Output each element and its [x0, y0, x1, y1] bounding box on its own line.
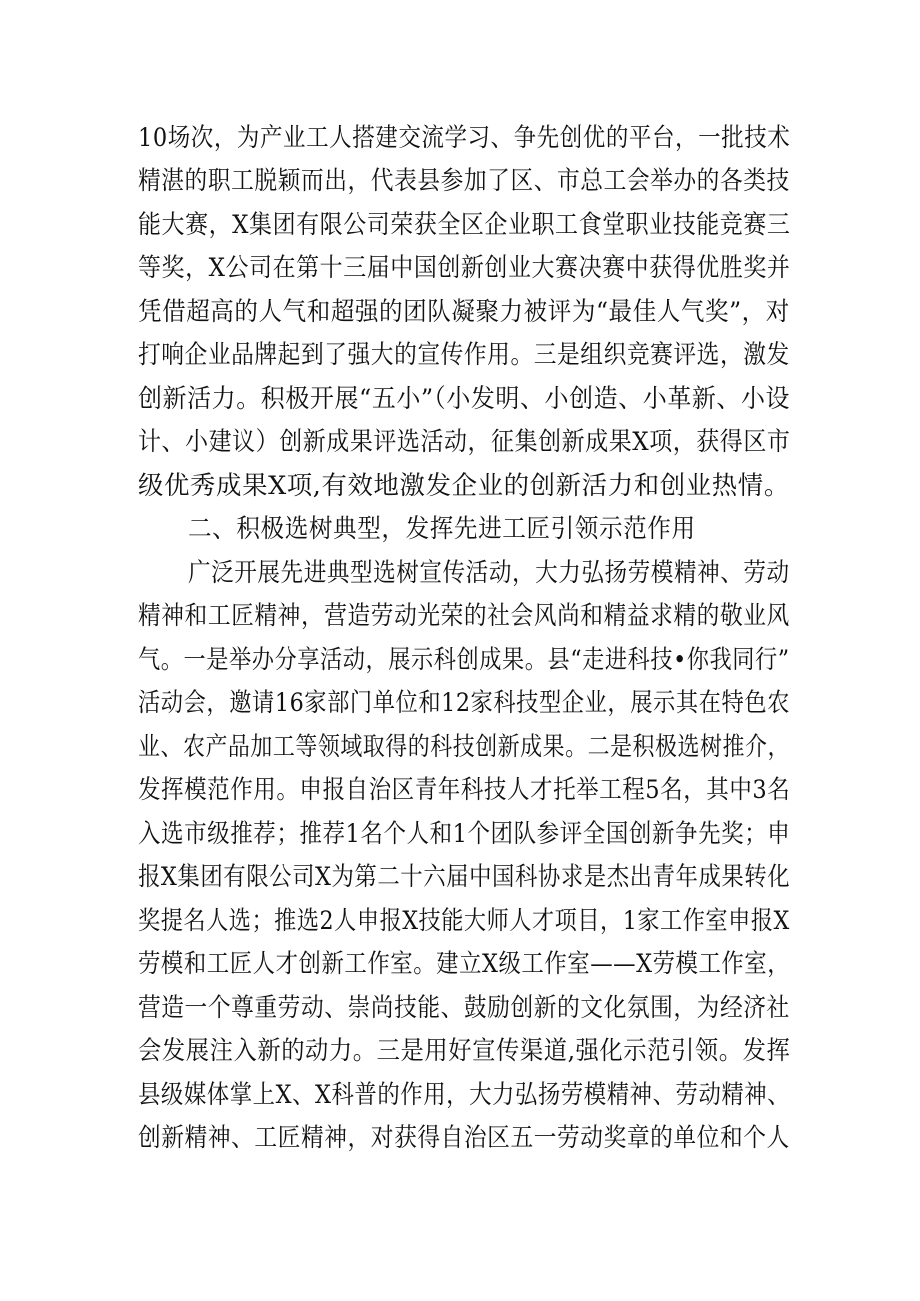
text-line: 级优秀成果X项,有效地激发企业的创新活力和创业热情。 — [138, 471, 790, 501]
text-line: 入选市级推荐；推荐1名个人和1个团队参评全国创新争先奖；申 — [138, 819, 791, 849]
text-line: 创新精神、工匠精神，对获得自治区五一劳动奖章的单位和个人 — [138, 1123, 790, 1153]
text-line: 等奖，X公司在第十三届中国创新创业大赛决赛中获得优胜奖并 — [138, 253, 791, 283]
text-line: 气。一是举办分享活动，展示科创成果。县“走进科技•你我同行” — [138, 645, 790, 675]
section-heading: 二、积极选树典型，发挥先进工匠引领示范作用 — [188, 514, 696, 544]
text-line: 营造一个尊重劳动、崇尚技能、鼓励创新的文化氛围，为经济社 — [138, 993, 790, 1023]
text-line: 奖提名人选；推选2人申报X技能大师人才项目，1家工作室申报X — [138, 906, 790, 936]
text-line: 精湛的职工脱颖而出，代表县参加了区、市总工会举办的各类技 — [138, 166, 790, 196]
text-line: 10场次，为产业工人搭建交流学习、争先创优的平台，一批技术 — [138, 123, 791, 153]
paragraph-first-line: 广泛开展先进典型选树宣传活动，大力弘扬劳模精神、劳动 — [188, 558, 790, 588]
text-line: 创新活力。积极开展“五小”（小发明、小创造、小革新、小设 — [138, 384, 791, 414]
text-line: 计、小建议）创新成果评选活动，征集创新成果X项，获得区市 — [138, 427, 791, 457]
text-line: 劳模和工匠人才创新工作室。建立X级工作室——X劳模工作室， — [138, 949, 791, 979]
text-line: 发挥模范作用。申报自治区青年科技人才托举工程5名，其中3名 — [138, 775, 791, 805]
text-line: 报X集团有限公司X为第二十六届中国科协求是杰出青年成果转化 — [138, 862, 791, 892]
text-line: 活动会，邀请16家部门单位和12家科技型企业，展示其在特色农 — [138, 688, 790, 718]
text-line: 能大赛，X集团有限公司荣获全区企业职工食堂职业技能竞赛三 — [138, 210, 791, 240]
text-line: 会发展注入新的动力。三是用好宣传渠道,强化示范引领。发挥 — [138, 1036, 791, 1066]
text-line: 精神和工匠精神，营造劳动光荣的社会风尚和精益求精的敬业风 — [138, 601, 790, 631]
text-line: 凭借超高的人气和超强的团队凝聚力被评为“最佳人气奖”，对 — [138, 297, 790, 327]
text-line: 打响企业品牌起到了强大的宣传作用。三是组织竞赛评选，激发 — [138, 340, 790, 370]
text-line: 县级媒体掌上X、X科普的作用，大力弘扬劳模精神、劳动精神、 — [138, 1080, 791, 1110]
text-line: 业、农产品加工等领域取得的科技创新成果。二是积极选树推介， — [138, 732, 790, 762]
